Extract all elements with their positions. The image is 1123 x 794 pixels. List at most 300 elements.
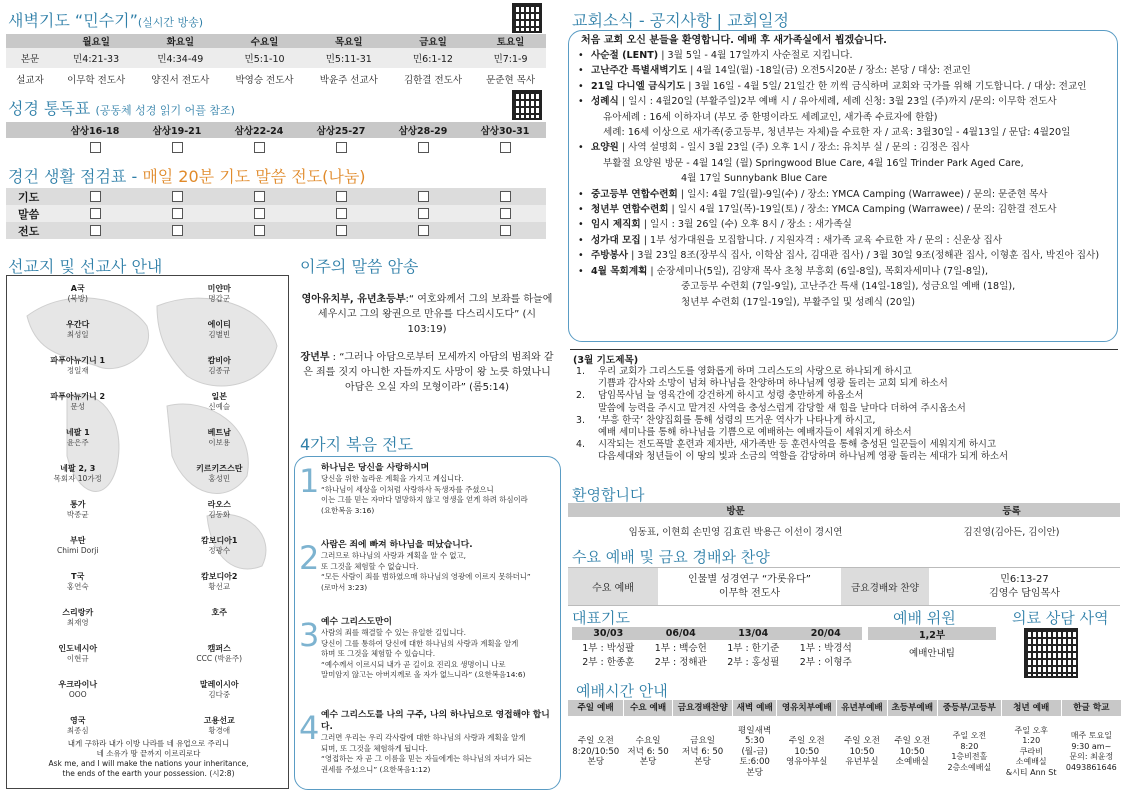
rep-prayer-2nd: 2부 : 이형주 — [799, 657, 852, 668]
news-item — [573, 94, 1113, 109]
news-item-label: 중고등부 연합수련회 — [591, 188, 678, 200]
news-item-label: 고난주간 특별새벽기도 — [591, 65, 688, 77]
devotion-table — [6, 188, 546, 239]
wednesday-title: 수요 예배 및 금요 경배와 찬양 — [572, 548, 770, 566]
day-header: 월요일 — [82, 37, 110, 48]
prayer-line: 기쁨과 감사와 소망이 넘쳐 하나님을 찬양하며 하나님께 영광 돌리는 교회 되게 하소서 — [598, 378, 948, 390]
rep-prayer-date: 06/04 — [665, 628, 696, 639]
news-item-label: 성가대 모집 — [591, 234, 641, 246]
devotion-checkbox[interactable] — [90, 191, 101, 202]
mission-person: 최종심 — [66, 726, 89, 735]
mission-country: T국 — [71, 572, 85, 581]
memory-verse-kids-text: :“ 여호와께서 그의 보좌를 하늘에 세우시고 그의 왕권으로 만유를 다스리시도다” (시103:19) — [317, 294, 553, 335]
day-header: 금요일 — [419, 37, 447, 48]
prayer-line: ‘부흥 한국’ 찬양집회를 통해 성령의 뜨거운 역사가 나타나게 하시고, — [598, 414, 876, 426]
medical-title: 의료 상담 사역 — [1012, 609, 1109, 627]
mission-country: 호주 — [211, 608, 227, 617]
news-item-text: | 일시 4월 17일(목)-19일(토) / 장소: YMCA Camping (Warrawee) / 문의: 김한결 전도사 — [668, 204, 1057, 216]
mission-country: 영국 — [70, 716, 86, 725]
schedule-header: 유년부예배 — [837, 700, 887, 716]
rep-prayer-2nd: 2부 : 정해관 — [654, 657, 707, 668]
news-item-label: 4월 목회계획 — [591, 265, 648, 277]
schedule-header: 주일 예배 — [568, 700, 624, 716]
gospel-body: 당신을 위한 놀라운 계획을 가지고 계십니다. “하나님이 세상을 이처럼 사랑하사 독생자를 주셨으니 이는 그를 믿는 자마다 멸망하지 않고 영생을 얻게 하려 하심이라 (요한복음 3:16) — [321, 474, 528, 515]
prayer-line: 다음세대와 청년들이 이 땅의 빛과 소금의 역할을 감당하며 하나님께 영광 돌리는 세대가 되게 하소서 — [598, 451, 1009, 463]
news-panel — [568, 30, 1118, 342]
schedule-header: 새벽 예배 — [733, 700, 777, 716]
gospel-heading: 사람은 죄에 빠져 하나님을 떠났습니다. — [321, 540, 473, 550]
news-item-text: | 1부 성가대원을 모집합니다. / 지원자격 : 새가족 교육 수료한 자 / 문의 : 신운상 집사 — [640, 234, 1003, 246]
news-item — [573, 140, 1113, 155]
passage-cell: 민7:1-9 — [493, 54, 528, 65]
mission-person: 김다중 — [208, 690, 231, 699]
mission-person: 윤은주 — [66, 438, 89, 447]
mission-person: (북방) — [67, 294, 88, 303]
preacher-cell: 김한결 전도사 — [403, 75, 463, 86]
rep-prayer-title: 대표기도 — [572, 609, 630, 627]
missionary-item — [7, 352, 149, 386]
missionary-item — [7, 604, 149, 638]
welcome-col-visit: 방문 — [726, 506, 745, 517]
schedule-header: 초등부예배 — [887, 700, 937, 716]
missionary-item — [7, 460, 149, 494]
passage-cell: 민5:11-31 — [325, 54, 372, 65]
news-intro: 처음 교회 오신 분들을 환영합니다. 예배 후 새가족실에서 뵙겠습니다. — [581, 35, 887, 46]
mission-country: 미얀마 — [207, 284, 231, 293]
reading-checkbox[interactable] — [254, 142, 265, 153]
reading-checkbox[interactable] — [500, 142, 511, 153]
news-item — [573, 171, 1113, 186]
devotion-checkbox[interactable] — [336, 225, 347, 236]
worship-commission-title: 예배 위원 — [893, 609, 956, 627]
news-title: 교회소식 - 공지사항 | 교회일정 — [572, 11, 789, 30]
devotion-checkbox[interactable] — [500, 225, 511, 236]
welcome-registrants: 김진영(김아든, 김이안) — [963, 527, 1060, 538]
mission-country: 캄비아 — [207, 356, 231, 365]
rep-prayer-1st: 1부 : 박경석 — [799, 643, 852, 654]
news-item-text: | 일시: 4월 7일(월)-9일(수) / 장소: YMCA Camping (Warrawee) / 문의: 문준현 목사 — [677, 188, 1048, 200]
news-item — [573, 264, 1113, 279]
mission-country: 캄보디아1 — [201, 536, 238, 545]
chapter-header: 삼상25-27 — [316, 126, 366, 137]
news-item-text: | 3월 5일 - 4월 17일까지 사순절로 지킵니다. — [658, 50, 853, 61]
prayer-line: 담임목사님 늘 영육간에 강건하게 하시고 성령 충만하게 하옵소서 — [598, 390, 864, 402]
devotion-title-b: 매일 20분 기도 말씀 전도(나눔) — [142, 167, 366, 186]
prayer-number: 4. — [576, 439, 585, 451]
passage-cell: 민5:1-10 — [244, 54, 285, 65]
missionary-title: 선교지 및 선교사 안내 — [8, 257, 163, 276]
missionary-item — [7, 568, 149, 602]
mission-person: 정일재 — [66, 366, 89, 375]
devotion-checkbox[interactable] — [254, 191, 265, 202]
missionary-panel — [6, 275, 289, 789]
news-item-text: | 3월 16일 - 4월 5일/ 21일간 한 끼씩 금식하며 교회와 국가를 위해 기도합니다. / 대상: 전교인 — [685, 80, 1087, 92]
mission-person: 김동화 — [208, 510, 231, 519]
dawn-prayer-title — [8, 8, 203, 31]
welcome-table — [568, 503, 1120, 545]
news-item-text: 4월 17일 Sunnybank Blue Care — [681, 173, 828, 185]
prayer-divider — [570, 349, 1118, 350]
bullet-icon: • — [578, 250, 584, 262]
news-item-text: | 일시 : 4월20일 (부활주일)2부 예배 시 / 유아세례, 세례 신청: 3월 23일 (주)까지 /문의: 이무학 전도사 — [618, 96, 1057, 108]
news-item — [573, 110, 1113, 125]
devotion-checkbox[interactable] — [254, 225, 265, 236]
mission-person: 박종균 — [66, 510, 89, 519]
devotion-checkbox[interactable] — [90, 208, 101, 219]
preacher-cell: 문준현 목사 — [486, 75, 535, 86]
mission-country: 고용선교 — [203, 716, 235, 725]
bullet-icon: • — [578, 219, 584, 231]
missionary-item — [149, 496, 290, 530]
schedule-header: 한글 학교 — [1061, 700, 1121, 716]
chapter-header: 삼상22-24 — [234, 126, 284, 137]
news-item-label: 요양원 — [591, 142, 619, 154]
missionary-item — [7, 388, 149, 422]
reading-checkbox[interactable] — [172, 142, 183, 153]
mission-person: 홍성민 — [208, 474, 231, 483]
gospel-panel — [294, 456, 561, 790]
missionary-item — [7, 676, 149, 710]
worship-commission-part: 1,2부 — [868, 627, 996, 640]
mission-person: CCC (박윤주) — [196, 654, 243, 663]
gospel-number: 2 — [299, 539, 320, 577]
bible-reading-table — [6, 122, 546, 156]
mission-person: 이보용 — [208, 438, 231, 447]
mission-person: 목회자 10가정 — [53, 474, 102, 483]
news-item-text: | 4월 14일(월) -18일(금) 오전5시20분 / 장소: 본당 / 대상: 전교인 — [687, 65, 971, 77]
mission-country: 우크라이나 — [58, 680, 98, 689]
prayer-list — [570, 366, 1118, 464]
news-item-text: | 사역 설명회 - 일시 3월 23일 (주) 오후 1시 / 장소: 유치부 실 / 문의 : 김정은 집사 — [618, 142, 970, 154]
missionary-item — [7, 280, 149, 314]
welcome-col-register: 등록 — [1002, 506, 1021, 517]
gospel-heading: 예수 그리스도만이 — [321, 617, 393, 627]
rep-prayer-1st: 1부 : 한기준 — [727, 643, 780, 654]
prayer-item — [570, 439, 1118, 463]
qr-code-icon[interactable] — [1024, 628, 1078, 678]
missionary-item — [149, 316, 290, 350]
news-item — [573, 295, 1113, 310]
devotion-checkbox[interactable] — [172, 208, 183, 219]
schedule-cell: 주일 오전 8:20 1층비전홀 2층소예배실 — [947, 731, 992, 772]
mission-person: 황선교 — [208, 582, 231, 591]
qr-code-icon[interactable] — [512, 3, 542, 33]
mission-person: 김종규 — [208, 366, 231, 375]
schedule-cell: 주일 오후 1:20 쿠라비 소예배실 &시티 Ann St — [1005, 725, 1057, 777]
rep-prayer-date: 30/03 — [593, 628, 624, 639]
day-header: 수요일 — [250, 37, 279, 48]
devotion-row-label: 말씀 — [18, 207, 40, 221]
news-item-text: 세례: 16세 이상으로 새가족(중고등부, 청년부는 자체)을 수료한 자 / 교육: 3월30일 - 4월13일 / 문답: 4월20일 — [603, 127, 1071, 139]
qr-code-icon[interactable] — [512, 90, 542, 120]
welcome-visitors: 임동표, 이현희 손민영 김효린 박용근 이선이 경시연 — [628, 527, 843, 538]
dawn-prayer-subtitle: (실시간 방송) — [137, 16, 204, 29]
news-item — [573, 187, 1113, 202]
devotion-checkbox[interactable] — [418, 191, 429, 202]
bible-reading-subtitle: (공동체 성경 읽기 어플 참조) — [95, 104, 235, 117]
news-item — [573, 48, 1113, 63]
memory-verse-adult-text: : “그러나 아담으로부터 모세까지 아담의 범죄와 같은 죄를 짓지 아니한 자들까지도 사망이 왕 노릇 하였나니 아담은 오실 자의 모형이라” (롬5:14) — [303, 352, 554, 393]
devotion-checkbox[interactable] — [254, 208, 265, 219]
worship-commission-team: 예배안내팀 — [909, 648, 955, 659]
gospel-item — [301, 709, 554, 790]
prayer-item — [570, 390, 1118, 414]
passage-cell: 민4:34-49 — [157, 54, 204, 65]
memory-verse-kids — [300, 292, 554, 337]
memory-verse-kids-label: 영아유치부, 유년초등부 — [301, 294, 406, 305]
schedule-cell: 매주 토요일 9:30 am~ 문의: 최윤정 0493861646 — [1065, 731, 1117, 772]
rep-prayer-date: 20/04 — [810, 628, 841, 639]
schedule-title: 예배시간 안내 — [576, 682, 668, 700]
news-item-label: 사순절 (LENT) — [591, 50, 659, 61]
reading-blank — [6, 122, 54, 138]
mission-person: 명갑군 — [208, 294, 231, 303]
news-item-label: 21일 다니엘 금식기도 — [591, 80, 686, 92]
prayer-line: 우리 교회가 그리스도를 영화롭게 하며 그리스도의 사랑으로 하나되게 하시고 — [598, 366, 912, 377]
row-label: 설교자 — [16, 75, 44, 86]
mission-person: 신예슬 — [208, 402, 231, 411]
wednesday-content: 인물별 성경연구 “가롯유다” 이무학 전도사 — [688, 573, 811, 599]
preacher-cell: 박영승 전도사 — [235, 75, 294, 86]
mission-country: 캄보디아2 — [201, 572, 238, 581]
mission-person: Chimi Dorji — [57, 546, 99, 555]
missionary-grid — [7, 280, 289, 746]
reading-blank — [6, 138, 54, 156]
mission-country: 캠퍼스 — [207, 644, 231, 653]
news-item-text: 부활절 요양원 방문 - 4월 14일 (월) Springwood Blue Care, 4월 16일 Trinder Park Aged Care, — [603, 157, 1024, 169]
mission-country: 키르키즈스탄 — [196, 464, 243, 473]
mission-country: 우간다 — [66, 320, 90, 329]
reading-checkbox[interactable] — [90, 142, 101, 153]
prayer-line: 예배 세미나를 통해 하나님을 기쁨으로 예배하는 예배자들이 세워지게 하소서 — [598, 427, 912, 439]
devotion-checkbox[interactable] — [336, 191, 347, 202]
mission-person: 최성일 — [66, 330, 89, 339]
passage-cell: 민4:21-33 — [73, 54, 120, 65]
devotion-checkbox[interactable] — [500, 208, 511, 219]
schedule-cell: 주일 오전 10:50 유년부실 — [843, 736, 880, 768]
schedule-cell: 주일 오전 10:50 영유아부실 — [785, 736, 828, 768]
rep-prayer-2nd: 2부 : 한종훈 — [582, 657, 635, 668]
preacher-cell: 이무학 전도사 — [67, 75, 126, 86]
mission-person: 최재영 — [66, 618, 89, 627]
news-item — [573, 248, 1113, 263]
day-header: 목요일 — [335, 37, 363, 48]
schedule-header: 영유치부예배 — [777, 700, 837, 716]
mission-person: 황경애 — [208, 726, 231, 735]
devotion-row-label: 기도 — [18, 190, 40, 204]
memory-verse-adult — [300, 350, 554, 395]
bible-reading-title-text: 성경 통독표 — [8, 99, 91, 118]
missionary-item — [149, 388, 290, 422]
rep-prayer-1st: 1부 : 백승헌 — [654, 643, 707, 654]
devotion-checkbox[interactable] — [418, 225, 429, 236]
schedule-cell: 금요일 저녁 6: 50 본당 — [681, 736, 724, 768]
news-item — [573, 79, 1113, 94]
devotion-checkbox[interactable] — [90, 225, 101, 236]
mission-country: 네팔 2, 3 — [60, 464, 96, 473]
mission-country: A국 — [70, 284, 85, 293]
dawn-prayer-table — [6, 34, 546, 90]
news-item — [573, 125, 1113, 140]
devotion-checkbox[interactable] — [418, 208, 429, 219]
bullet-icon: • — [578, 96, 584, 108]
bullet-icon: • — [578, 65, 584, 77]
gospel-item — [301, 616, 554, 704]
news-item-label: 성례식 — [591, 96, 619, 108]
gospel-number: 4 — [299, 709, 320, 747]
news-item — [573, 156, 1113, 171]
wednesday-table — [568, 567, 1120, 606]
mission-person: OOO — [68, 690, 87, 699]
mission-person: 정광수 — [208, 546, 231, 555]
news-item-text: | 3월 23일 8조(장부식 집사, 이학삼 집사, 김대관 집사) / 3월 30일 9조(정해관 집사, 이형훈 집사, 박진아 집사) — [628, 250, 1100, 262]
rep-prayer-2nd: 2부 : 홍성필 — [727, 657, 780, 668]
schedule-table — [568, 700, 1122, 788]
rep-prayer-1st: 1부 : 박성팔 — [582, 643, 635, 654]
dawn-blank — [6, 34, 54, 48]
devotion-title — [8, 164, 366, 187]
prayer-item — [570, 366, 1118, 390]
mission-country: 부탄 — [70, 536, 86, 545]
mission-person: 문성 — [70, 402, 85, 411]
prayer-title: (3월 기도제목) — [573, 355, 639, 366]
news-list — [573, 48, 1113, 310]
schedule-header: 수요 예배 — [624, 700, 673, 716]
missionary-verse-ko: 내게 구하라 내가 이방 나라를 네 유업으로 주리니 네 소유가 땅 끝까지 이르리로다 — [67, 739, 230, 758]
memory-verse-title: 이주의 말씀 암송 — [300, 257, 419, 276]
dawn-prayer-title-text: 새벽기도 “민수기” — [8, 11, 138, 30]
mission-country: 말레이시아 — [199, 680, 239, 689]
prayer-number: 3. — [576, 414, 585, 426]
mission-country: 일본 — [211, 392, 227, 401]
bullet-icon: • — [578, 265, 584, 277]
missionary-item — [149, 424, 290, 458]
preacher-cell: 박윤주 선교사 — [319, 75, 378, 86]
bullet-icon: • — [578, 50, 584, 61]
devotion-checkbox[interactable] — [336, 208, 347, 219]
mission-country: 라오스 — [207, 500, 231, 509]
passage-cell: 민6:1-12 — [412, 54, 453, 65]
prayer-number: 1. — [576, 366, 585, 377]
missionary-item — [149, 640, 290, 674]
day-header: 화요일 — [166, 37, 195, 48]
bullet-icon: • — [578, 188, 584, 200]
mission-person: 이현규 — [66, 654, 89, 663]
news-item — [573, 217, 1113, 232]
bible-reading-title — [8, 96, 235, 119]
news-item — [573, 63, 1113, 78]
friday-content: 민6:13-27 김영수 담임목사 — [989, 573, 1060, 599]
schedule-cell: 평일새벽 5:30 (월-금) 토:6:00 본당 — [738, 725, 772, 778]
reading-checkbox[interactable] — [336, 142, 347, 153]
schedule-header: 청년 예배 — [1001, 700, 1061, 716]
news-item-label: 주방봉사 — [591, 250, 629, 262]
gospel-heading: 예수 그리스도를 나의 구주, 나의 하나님으로 영접해야 합니다. — [321, 710, 550, 732]
missionary-item — [7, 532, 149, 566]
chapter-header: 삼상30-31 — [480, 126, 530, 137]
missionary-item — [7, 496, 149, 530]
devotion-checkbox[interactable] — [172, 225, 183, 236]
prayer-number: 2. — [576, 390, 585, 402]
news-item — [573, 233, 1113, 248]
bullet-icon: • — [578, 204, 584, 216]
news-item-label: 임시 제직회 — [591, 219, 641, 231]
devotion-title-a: 경건 생활 점검표 - — [8, 167, 143, 186]
chapter-header: 삼상19-21 — [152, 126, 202, 137]
missionary-item — [149, 460, 290, 494]
missionary-item — [7, 640, 149, 674]
mission-country: 네팔 1 — [65, 428, 90, 437]
chapter-header: 삼상28-29 — [398, 126, 448, 137]
missionary-item — [149, 568, 290, 602]
news-item-text: 중고등부 수련회 (7일-9일), 고난주간 특새 (14일-18일), 성금요일 예배 (18일), — [681, 281, 1016, 293]
news-item-text: | 일시 : 3월 26일 (수) 오후 8시 / 장소 : 새가족실 — [640, 219, 852, 231]
missionary-item — [149, 280, 290, 314]
missionary-item — [149, 532, 290, 566]
bullet-icon: • — [578, 80, 584, 92]
mission-person: 홍연숙 — [66, 582, 89, 591]
bullet-icon: • — [578, 142, 584, 154]
devotion-checkbox[interactable] — [172, 191, 183, 202]
missionary-item — [149, 604, 290, 638]
missionary-item — [7, 316, 149, 350]
mission-country: 파푸아뉴기니 1 — [50, 356, 106, 365]
row-label: 본문 — [20, 54, 40, 65]
news-item-text: 청년부 수련회 (17일-19일), 부활주일 및 성례식 (20일) — [681, 296, 915, 308]
reading-checkbox[interactable] — [418, 142, 429, 153]
gospel-heading: 하나님은 당신을 사랑하시며 — [321, 463, 430, 473]
welcome-title: 환영합니다 — [572, 486, 645, 504]
mission-country: 파푸아뉴기니 2 — [50, 392, 106, 401]
chapter-header: 삼상16-18 — [70, 126, 120, 137]
news-item — [573, 279, 1113, 294]
gospel-item — [301, 539, 554, 611]
prayer-item — [570, 415, 1118, 439]
mission-country: 인도네시아 — [58, 644, 98, 653]
gospel-body: 그러므로 하나님의 사랑과 계획을 알 수 없고, 또 그것을 체험할 수 없습니다. “모든 사람이 죄를 범하였으매 하나님의 영광에 이르지 못하더니” (로마서 3:23) — [321, 551, 531, 592]
missionary-item — [149, 352, 290, 386]
prayer-line: 시작되는 전도폭발 훈련과 제자반, 새가족반 등 훈련사역을 통해 충성된 일꾼들이 세워지게 하시고 — [598, 439, 997, 451]
missionary-item — [7, 424, 149, 458]
schedule-header: 금요경배찬양 — [673, 700, 733, 716]
memory-verse-adult-label: 장년부 — [300, 352, 330, 363]
rep-prayer-date: 13/04 — [738, 628, 769, 639]
gospel-body: 그러면 우리는 우리 각사람에 대한 하나님의 사랑과 계획을 알게 되며, 또 그것을 체험하게 됩니다. “영접하는 자 곧 그 이름을 믿는 자들에게는 하나님의 자녀가 되는 권세를 주셨으니” (요한복음1:12) — [321, 733, 532, 774]
missionary-verse-en: Ask me, and I will make the nations your inheritance, the ends of the earth your possession. (시2:8) — [48, 759, 249, 778]
prayer-line: 말씀에 능력을 주시고 맡겨진 사역을 충성스럽게 감당할 새 힘을 날마다 더하여 주시옵소서 — [598, 402, 966, 414]
gospel-number: 1 — [299, 462, 320, 500]
rep-prayer-table — [572, 627, 862, 668]
gospel-title: 4가지 복음 전도 — [300, 435, 414, 454]
mission-country: 스리랑카 — [62, 608, 94, 617]
news-item-text: 유아세례 : 16세 이하자녀 (부모 중 한명이라도 세례교인, 새가족 수료자에 한함) — [603, 111, 938, 123]
mission-country: 베트남 — [207, 428, 231, 437]
devotion-checkbox[interactable] — [500, 191, 511, 202]
mission-country: 에이티 — [207, 320, 231, 329]
wednesday-label: 수요 예배 — [568, 568, 658, 606]
bullet-icon: • — [578, 234, 584, 246]
devotion-row-label: 전도 — [18, 224, 40, 238]
missionary-item — [149, 676, 290, 710]
preacher-cell: 양진서 전도사 — [151, 75, 210, 86]
news-item — [573, 202, 1113, 217]
mission-person: 김별빈 — [208, 330, 231, 339]
gospel-body: 사람의 죄를 해결할 수 있는 유일한 길입니다. 당신이 그를 통하여 당신에 대한 하나님의 사랑과 계획을 알게 하며 또 그것을 체험할 수 있습니다. “예수께서 이르시되 내가 곧 길이요 진리요 생명이니 나로 말미암지 않고는 아버지께로 올 자가 없느니라” (요한복음14:6) — [321, 628, 526, 679]
gospel-number: 3 — [299, 616, 320, 654]
schedule-cell: 주일 오전 8:20/10:50 본당 — [572, 736, 620, 768]
schedule-header: 중등부/고등부 — [937, 700, 1001, 716]
schedule-cell: 수요일 저녁 6: 50 본당 — [627, 736, 669, 768]
